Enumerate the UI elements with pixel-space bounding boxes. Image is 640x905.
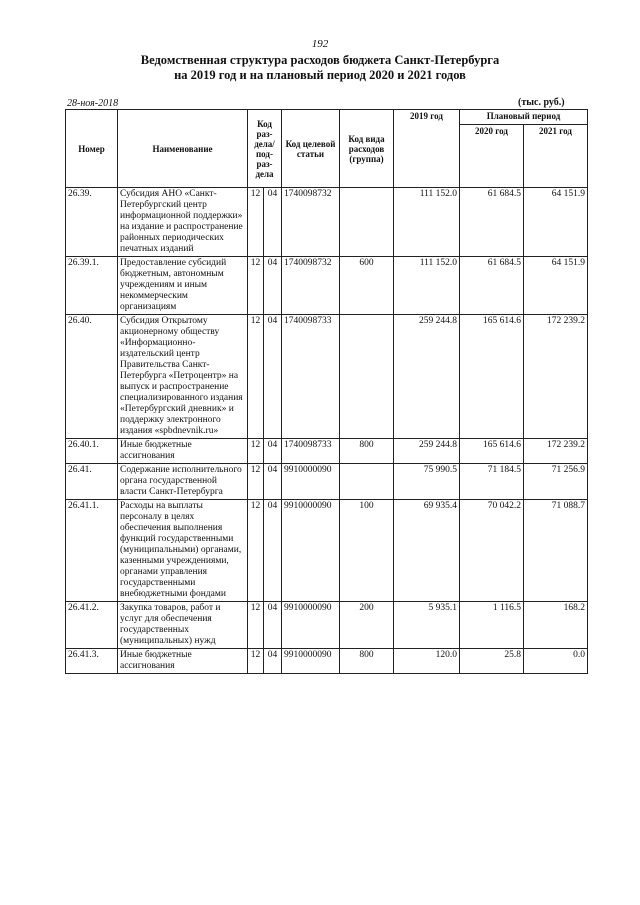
row-amount-2020: 61 684.5 bbox=[460, 188, 524, 257]
table-row bbox=[66, 649, 588, 674]
row-number: 26.39.1. bbox=[66, 257, 118, 315]
row-section: 12 bbox=[248, 257, 264, 315]
row-section: 12 bbox=[248, 464, 264, 500]
units-label: (тыс. руб.) bbox=[518, 97, 565, 108]
row-expense-type: 200 bbox=[340, 602, 394, 649]
header-2021: 2021 год bbox=[524, 125, 588, 188]
header-target: Код целевой статьи bbox=[282, 110, 340, 188]
row-amount-2020: 61 684.5 bbox=[460, 257, 524, 315]
document-title bbox=[60, 53, 580, 83]
row-subsection: 04 bbox=[264, 439, 282, 464]
document-date: 28-ноя-2018 bbox=[67, 98, 119, 109]
row-target-code: 1740098733 bbox=[282, 315, 340, 439]
row-amount-2021: 172 239.2 bbox=[524, 315, 588, 439]
row-amount-2021: 64 151.9 bbox=[524, 188, 588, 257]
row-expense-type bbox=[340, 315, 394, 439]
row-section: 12 bbox=[248, 500, 264, 602]
header-section: Код раз-дела/ под-раз-дела bbox=[248, 110, 282, 188]
row-number: 26.40. bbox=[66, 315, 118, 439]
header-2020: 2020 год bbox=[460, 125, 524, 188]
row-amount-2019: 75 990.5 bbox=[394, 464, 460, 500]
row-subsection: 04 bbox=[264, 188, 282, 257]
row-expense-type: 100 bbox=[340, 500, 394, 602]
row-subsection: 04 bbox=[264, 602, 282, 649]
row-subsection: 04 bbox=[264, 257, 282, 315]
row-section: 12 bbox=[248, 188, 264, 257]
header-expense-type: Код вида расходов (группа) bbox=[340, 110, 394, 188]
row-section: 12 bbox=[248, 315, 264, 439]
row-amount-2020: 70 042.2 bbox=[460, 500, 524, 602]
page-number: 192 bbox=[311, 38, 329, 50]
row-expense-type: 600 bbox=[340, 257, 394, 315]
row-name: Субсидия Открытому акционерному обществу «Информационно-издательский центр Правительства Санкт-Петербурга «Петроцентр» на выпуск и распространение специализированного издания «Петербургский дневник» и поддержку электронного издания «spbdnevnik.ru» bbox=[118, 315, 248, 439]
row-amount-2020: 165 614.6 bbox=[460, 439, 524, 464]
row-amount-2019: 259 244.8 bbox=[394, 315, 460, 439]
row-expense-type: 800 bbox=[340, 649, 394, 674]
row-name: Предоставление субсидий бюджетным, автономным учреждениям и иным некоммерческим организациям bbox=[118, 257, 248, 315]
header-2019: 2019 год bbox=[394, 110, 460, 188]
row-amount-2019: 69 935.4 bbox=[394, 500, 460, 602]
row-amount-2020: 25.8 bbox=[460, 649, 524, 674]
row-number: 26.40.1. bbox=[66, 439, 118, 464]
row-subsection: 04 bbox=[264, 464, 282, 500]
table-row bbox=[66, 464, 588, 500]
row-amount-2021: 168.2 bbox=[524, 602, 588, 649]
row-amount-2019: 111 152.0 bbox=[394, 257, 460, 315]
row-amount-2020: 165 614.6 bbox=[460, 315, 524, 439]
table-body bbox=[66, 188, 588, 674]
table-row bbox=[66, 439, 588, 464]
row-amount-2021: 64 151.9 bbox=[524, 257, 588, 315]
row-amount-2019: 5 935.1 bbox=[394, 602, 460, 649]
row-name: Расходы на выплаты персоналу в целях обеспечения выполнения функций государственными (муниципальными) органами, казенными учреждениями, органами управления государственными внебюджетными фондами bbox=[118, 500, 248, 602]
row-number: 26.41. bbox=[66, 464, 118, 500]
row-target-code: 9910000090 bbox=[282, 649, 340, 674]
row-expense-type bbox=[340, 188, 394, 257]
row-amount-2021: 0.0 bbox=[524, 649, 588, 674]
row-amount-2021: 71 256.9 bbox=[524, 464, 588, 500]
row-section: 12 bbox=[248, 439, 264, 464]
row-amount-2021: 71 088.7 bbox=[524, 500, 588, 602]
row-subsection: 04 bbox=[264, 649, 282, 674]
row-target-code: 9910000090 bbox=[282, 500, 340, 602]
table-row bbox=[66, 188, 588, 257]
header-name: Наименование bbox=[118, 110, 248, 188]
table-row bbox=[66, 602, 588, 649]
row-expense-type bbox=[340, 464, 394, 500]
row-subsection: 04 bbox=[264, 500, 282, 602]
row-number: 26.41.3. bbox=[66, 649, 118, 674]
row-amount-2020: 1 116.5 bbox=[460, 602, 524, 649]
row-expense-type: 800 bbox=[340, 439, 394, 464]
row-target-code: 1740098733 bbox=[282, 439, 340, 464]
row-name: Иные бюджетные ассигнования bbox=[118, 649, 248, 674]
row-number: 26.41.2. bbox=[66, 602, 118, 649]
budget-table bbox=[65, 109, 588, 674]
row-name: Иные бюджетные ассигнования bbox=[118, 439, 248, 464]
row-amount-2020: 71 184.5 bbox=[460, 464, 524, 500]
title-line-1: Ведомственная структура расходов бюджета Санкт-Петербурга bbox=[140, 53, 500, 67]
row-target-code: 9910000090 bbox=[282, 602, 340, 649]
row-section: 12 bbox=[248, 602, 264, 649]
row-section: 12 bbox=[248, 649, 264, 674]
row-amount-2021: 172 239.2 bbox=[524, 439, 588, 464]
table-row bbox=[66, 500, 588, 602]
row-number: 26.39. bbox=[66, 188, 118, 257]
table-row bbox=[66, 315, 588, 439]
row-number: 26.41.1. bbox=[66, 500, 118, 602]
row-target-code: 1740098732 bbox=[282, 257, 340, 315]
row-subsection: 04 bbox=[264, 315, 282, 439]
row-name: Закупка товаров, работ и услуг для обеспечения государственных (муниципальных) нужд bbox=[118, 602, 248, 649]
row-amount-2019: 259 244.8 bbox=[394, 439, 460, 464]
row-target-code: 9910000090 bbox=[282, 464, 340, 500]
header-planned-period: Плановый период bbox=[460, 110, 588, 125]
row-name: Содержание исполнительного органа государственной власти Санкт-Петербурга bbox=[118, 464, 248, 500]
table-row bbox=[66, 257, 588, 315]
row-target-code: 1740098732 bbox=[282, 188, 340, 257]
row-name: Субсидия АНО «Санкт-Петербургский центр информационной поддержки» на издание и распространение районных периодических печатных изданий bbox=[118, 188, 248, 257]
header-number: Номер bbox=[66, 110, 118, 188]
row-amount-2019: 120.0 bbox=[394, 649, 460, 674]
row-amount-2019: 111 152.0 bbox=[394, 188, 460, 257]
title-line-2: на 2019 год и на плановый период 2020 и 2021 годов bbox=[174, 68, 466, 82]
